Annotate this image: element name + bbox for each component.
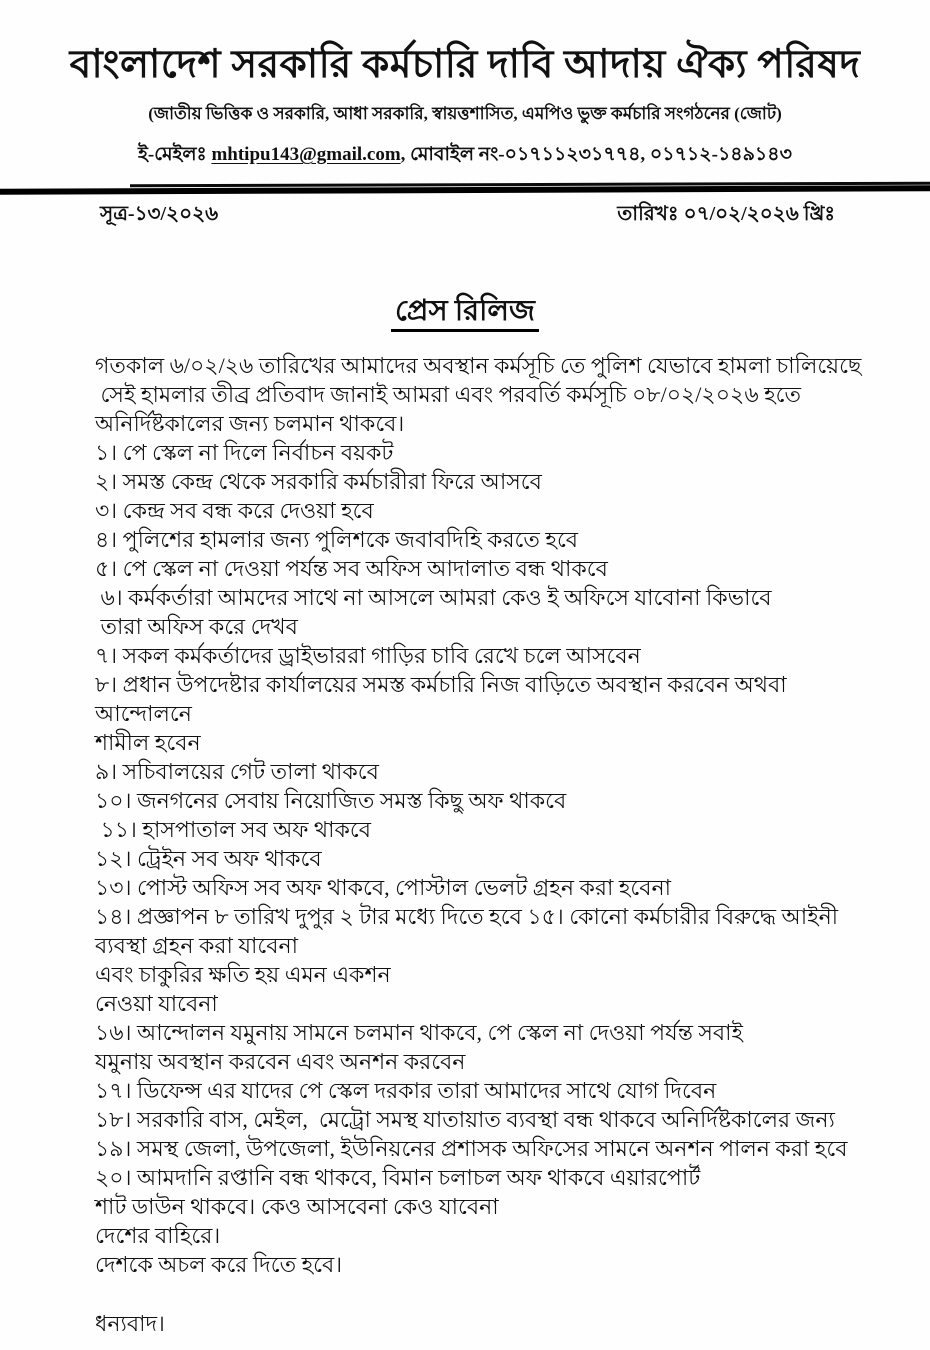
body-line: ২। সমস্ত কেন্দ্র থেকে সরকারি কর্মচারীরা ফিরে আসবে	[95, 468, 542, 494]
body-line: ১০। জনগনের সেবায় নিয়োজিত সমস্ত কিছু অফ থাকবে	[95, 787, 567, 813]
meta-row	[0, 197, 930, 232]
body-line: ৫। পে স্কেল না দেওয়া পর্যন্ত সব অফিস আদালাত বন্ধ থাকবে	[95, 555, 608, 581]
body-line: ১। পে স্কেল না দিলে নির্বাচন বয়কট	[95, 439, 394, 465]
body-line: ১৮। সরকারি বাস, মেইল, মেট্রো সমস্থ যাতায়াত ব্যবস্থা বন্ধ থাকবে অনির্দিষ্টকালের জন্য	[95, 1106, 835, 1132]
press-release-heading-text: প্রেস রিলিজ	[391, 295, 539, 332]
contact-line	[0, 140, 930, 172]
document-date: তারিখঃ ০৭/০২/২০২৬ খ্রিঃ	[617, 202, 835, 225]
body-line: ৭। সকল কর্মকর্তাদের ড্রাইভাররা গাড়ির চাবি রেখে চলে আসবেন	[95, 642, 641, 668]
press-release-body	[0, 351, 930, 1279]
body-line: ৪। পুলিশের হামলার জন্য পুলিশকে জবাবদিহি করতে হবে	[95, 526, 579, 552]
body-line: নেওয়া যাবেনা	[95, 990, 218, 1016]
body-line: দেশকে অচল করে দিতে হবে।	[95, 1251, 343, 1277]
phone-numbers: , মোবাইল নং-০১৭১১২৩১৭৭৪, ০১৭১২-১৪৯১৪৩	[400, 143, 792, 165]
body-line: সেই হামলার তীব্র প্রতিবাদ জানাই আমরা এবং পরবর্তি কর্মসূচি ০৮/০২/২০২৬ হতে	[95, 381, 802, 407]
body-line: ১৬। আন্দোলন যমুনায় সামনে চলমান থাকবে, পে স্কেল না দেওয়া পর্যন্ত সবাই	[95, 1019, 743, 1045]
body-line: ৯। সচিবালয়ের গেট তালা থাকবে	[95, 758, 379, 784]
body-line: ৮। প্রধান উপদেষ্টার কার্যালয়ের সমস্ত কর্মচারি নিজ বাড়িতে অবস্থান করবেন অথবা আন্দোলনে	[95, 671, 793, 726]
body-line: অনির্দিষ্টকালের জন্য চলমান থাকবে।	[95, 410, 405, 436]
body-line: ১১। হাসপাতাল সব অফ থাকবে	[95, 816, 371, 842]
organization-subtitle: (জাতীয় ভিত্তিক ও সরকারি, আধা সরকারি, স্বায়ত্তশাসিত, এমপিও ভুক্ত কর্মচারি সংগঠনের (জোট)	[148, 103, 782, 123]
body-line: ব্যবস্থা গ্রহন করা যাবেনা	[95, 932, 298, 958]
organization-title: বাংলাদেশ সরকারি কর্মচারি দাবি আদায় ঐক্য পরিষদ	[69, 43, 861, 86]
email-address: mhtipu143@gmail.com	[211, 143, 401, 165]
letterhead-divider	[0, 182, 930, 197]
body-line: শামীল হবেন	[95, 729, 201, 755]
body-line: ২০। আমদানি রপ্তানি বন্ধ থাকবে, বিমান চলাচল অফ থাকবে এয়ারপোর্ট	[95, 1164, 701, 1190]
closing-thanks: ধন্যবাদ।	[95, 1310, 165, 1336]
body-line: ৬। কর্মকর্তারা আমদের সাথে না আসলে আমরা কেও ই অফিসে যাবোনা কিভাবে	[95, 584, 772, 610]
email-label: ই-মেইলঃ	[138, 143, 212, 165]
body-line: এবং চাকুরির ক্ষতি হয় এমন একশন	[95, 961, 391, 987]
body-line: ৩। কেন্দ্র সব বন্ধ করে দেওয়া হবে	[95, 497, 374, 523]
body-line: দেশের বাহিরে।	[95, 1222, 221, 1248]
body-line: ১৪। প্রজ্ঞাপন ৮ তারিখ দুপুর ২ টার মধ্যে দিতে হবে ১৫। কোনো কর্মচারীর বিরুদ্ধে আইনী	[95, 903, 839, 929]
body-line: তারা অফিস করে দেখব	[95, 613, 298, 639]
body-line: ১৩। পোস্ট অফিস সব অফ থাকবে, পোস্টাল ভেলট গ্রহন করা হবেনা	[95, 874, 671, 900]
body-line: যমুনায় অবস্থান করবেন এবং অনশন করবেন	[95, 1048, 466, 1074]
reference-number: সূত্র-১৩/২০২৬	[100, 202, 219, 225]
body-line: ১২। ট্রেইন সব অফ থাকবে	[95, 845, 322, 871]
body-line: গতকাল ৬/০২/২৬ তারিখের আমাদের অবস্থান কর্মসূচি তে পুলিশ যেভাবে হামলা চালিয়েছে	[95, 352, 862, 378]
body-line: ১৭। ডিফেন্স এর যাদের পে স্কেল দরকার তারা আমাদের সাথে যোগ দিবেন	[95, 1077, 717, 1103]
body-line: ১৯। সমস্থ জেলা, উপজেলা, ইউনিয়নের প্রশাসক অফিসের সামনে অনশন পালন করা হবে	[95, 1135, 848, 1161]
press-release-heading	[0, 288, 930, 337]
body-line: শাট ডাউন থাকবে। কেও আসবেনা কেও যাবেনা	[95, 1193, 499, 1219]
